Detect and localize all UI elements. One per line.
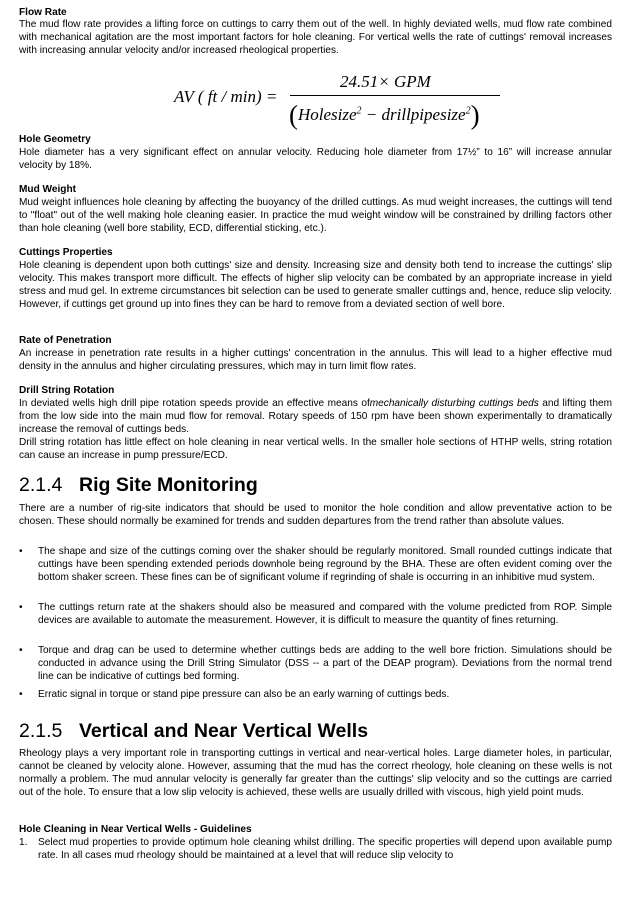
rotation-text-2: Drill string rotation has little effect on hole cleaning in near vertical wells. In the smaller hole sections of HTHP wells, string rotation can cause an increase in pump pressure/ECD. <box>19 437 612 461</box>
monitoring-bullet-3: • Torque and drag can be used to determine whether cuttings beds are adding to the well bore friction. Simulations should be conducted in advance using the Drill String Simulator (DSS -- a part of the DEAP program). Deviations from the normal trend line can be indicative of cuttings bed forming. <box>19 645 612 682</box>
formula-denominator: (Holesize$^2$ − drillpipesize$^2$) <box>289 100 480 130</box>
rop-text: An increase in penetration rate results in a higher cuttings' concentration in the annulus. This will lead to a higher effective mud density in the annulus and higher circulating pressures, which may in turn limit flow rates. <box>19 348 612 372</box>
cuttings-heading: Cuttings Properties <box>19 247 113 258</box>
guidelines-heading: Hole Cleaning in Near Vertical Wells - Guidelines <box>19 824 252 835</box>
monitoring-bullet-2: • The cuttings return rate at the shakers should also be measured and compared with the volume predicted from ROP. Simple devices are available to automate the measurement. However, it is difficult to measure the quantity of fines returning. <box>19 602 612 626</box>
monitoring-bullet-4: • Erratic signal in torque or stand pipe pressure can also be an early warning of cuttings beds. <box>19 689 450 700</box>
rotation-text-1: In deviated wells high drill pipe rotation speeds provide an effective means ofmechanically disturbing cuttings beds and lifting them from the low side into the main mud flow for removal. Rotary speeds of 150 rpm have been shown experimentally to dramatically increase the removal of cuttings beds. <box>19 398 612 435</box>
flow-rate-text: The mud flow rate provides a lifting force on cuttings to carry them out of the well. In highly deviated wells, mud flow rate combined with mechanical agitation are the most important factors for hole cleaning. For vertical wells the rate of cuttings' removal increases with increasing annular velocity and/or increased rheological properties. <box>19 19 612 56</box>
monitoring-bullet-1: • The shape and size of the cuttings coming over the shaker should be regularly monitored. Small rounded cuttings indicate that cuttings have been spending extended periods downhole being reground by the BHA. These are often evident coming over the bottom shaker screen. These fines can be of significant volume if regrinding of shale is occurring in an inhibitive mud system. <box>19 546 612 583</box>
section-2-1-4-intro: There are a number of rig-site indicators that should be used to monitor the hole condition and allow preventative action to be chosen. These should normally be examined for trends and sudden departures from the trend rather than absolute values. <box>19 503 612 527</box>
flow-rate-heading: Flow Rate <box>19 7 67 18</box>
mud-weight-text: Mud weight influences hole cleaning by affecting the buoyancy of the drilled cuttings. As mud weight increases, the cuttings will tend to "float" out of the well making hole cleaning easier. In practice the mud weight window will be constrained by drilling factors other than hole cleaning (well bore stability, ECD, differential sticking, etc.). <box>19 197 612 234</box>
formula-numerator: 24.51× GPM <box>340 72 431 91</box>
guideline-item-1: 1. Select mud properties to provide optimum hole cleaning whilst drilling. The specific properties will depend upon available pump rate. In all cases mud rheology should be maintained at a level that will reduce slip velocity to <box>19 837 612 861</box>
cuttings-text: Hole cleaning is dependent upon both cuttings' size and density. Increasing size and density both tend to increase the cuttings' slip velocity. This makes transport more difficult. The effects of higher slip velocity can be combated by an appropriate increase in yield stress and mud gel. In extreme circumstances bit selection can be used to generate smaller cuttings and, hence, reduce slip velocity. However, if cuttings get ground up into fines they can be hard to remove from a deviated section of well bore. <box>19 260 612 310</box>
hole-geometry-heading: Hole Geometry <box>19 134 91 145</box>
section-2-1-4-heading: 2.1.4 Rig Site Monitoring <box>19 474 258 496</box>
section-2-1-5-heading: 2.1.5 Vertical and Near Vertical Wells <box>19 720 369 742</box>
rop-heading: Rate of Penetration <box>19 335 112 346</box>
annular-velocity-formula <box>150 72 510 134</box>
mud-weight-heading: Mud Weight <box>19 184 76 195</box>
formula-lhs: AV ( ft / min) = <box>174 87 278 106</box>
rotation-heading: Drill String Rotation <box>19 385 115 396</box>
section-2-1-5-intro: Rheology plays a very important role in transporting cuttings in vertical and near-vertical holes. Large diameter holes, in particular, cannot be cleaned by velocity alone. However, assuming that the mud has the correct rheology, hole cleaning on these wells is not normally a problem. The mud annular velocity is generally far greater than the cuttings' slip velocity and so the cuttings are carried out of the hole. To ensure that a low slip velocity is achieved, these wells are usually drilled with viscous, high yield point muds. <box>19 748 612 798</box>
hole-geometry-text: Hole diameter has a very significant effect on annular velocity. Reducing hole diameter from 17½” to 16” will increase annular velocity by 18%. <box>19 147 612 171</box>
